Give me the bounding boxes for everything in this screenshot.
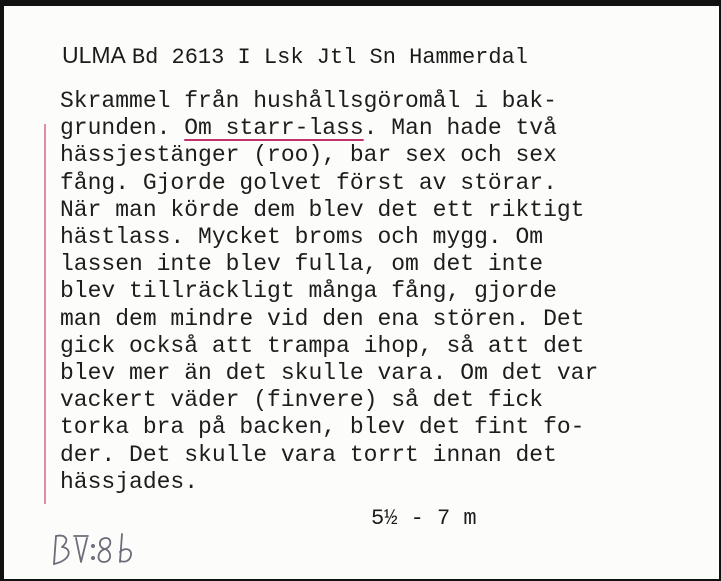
text-line: Skrammel från hushållsgöromål i bak-: [60, 88, 557, 114]
card-body-text: [60, 88, 700, 496]
text-line: hästlass. Mycket broms och mygg. Om: [60, 224, 544, 251]
text-line: blev tillräckligt många fång, gjorde: [60, 278, 557, 305]
archive-name: ULMA: [62, 42, 126, 68]
text-line: torka bra på backen, blev det fint fo-: [60, 414, 585, 441]
text-line: hässjades.: [60, 468, 199, 495]
handwritten-signum-drawing: [50, 530, 190, 570]
text-line: der. Det skulle vara torrt innan det: [60, 441, 557, 468]
card-header: [62, 42, 528, 70]
handwritten-signum: [50, 530, 190, 575]
text-line: [60, 115, 700, 142]
underlined-phrase: Om starr-lass: [184, 115, 364, 142]
text-line: lassen inte blev fulla, om det inte: [60, 251, 544, 278]
text-line: hässjestänger (roo), bar sex och sex: [60, 142, 557, 169]
measurement-note: 5½ - 7 m: [371, 506, 477, 531]
text-line: gick också att trampa ihop, så att det: [60, 332, 585, 359]
reference-line: Bd 2613 I Lsk Jtl Sn Hammerdal: [131, 45, 528, 70]
text-line: man dem mindre vid den ena stören. Det: [60, 305, 585, 332]
text-line: vackert väder (finvere) så det fick: [60, 387, 544, 414]
margin-mark: [44, 124, 46, 504]
text-line: fång. Gjorde golvet först av störar.: [60, 169, 557, 196]
text-line: blev mer än det skulle vara. Om det var: [60, 360, 599, 387]
text-fragment: . Man hade två: [363, 115, 557, 142]
text-fragment: grunden.: [60, 115, 185, 142]
text-line: När man körde dem blev det ett riktigt: [60, 196, 585, 223]
archive-card: [4, 6, 719, 579]
